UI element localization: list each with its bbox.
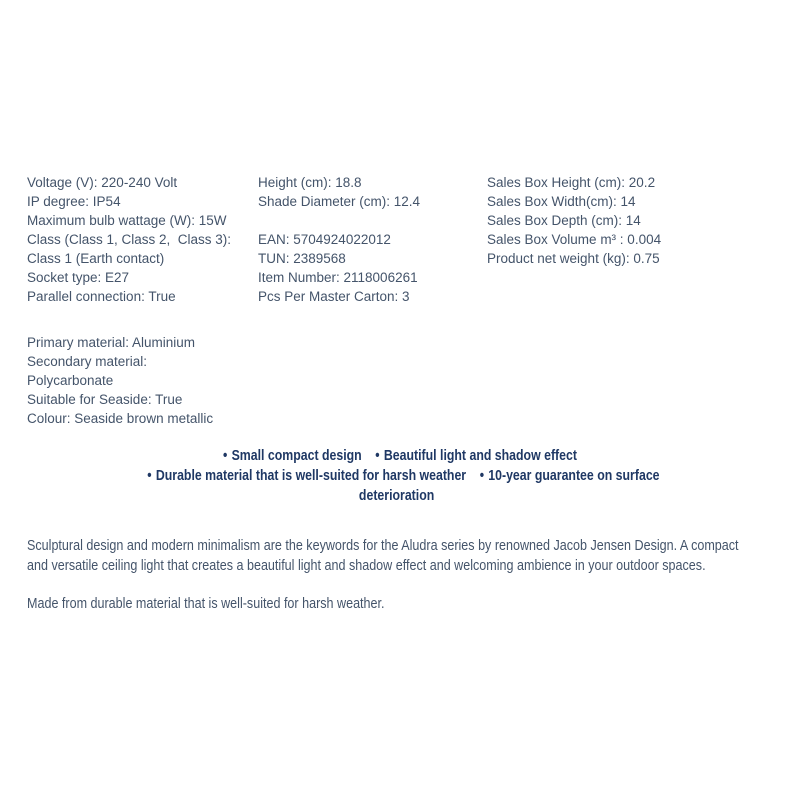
highlight-item <box>375 448 577 464</box>
bullet-icon: • <box>147 468 152 484</box>
spec-column-electrical-materials <box>27 173 231 428</box>
spec-line-max-wattage: Maximum bulb wattage (W): 15W <box>27 213 227 228</box>
highlight-text: Beautiful light and shadow effect <box>383 448 577 464</box>
description-paragraph-1: Sculptural design and modern minimalism are the keywords for the Aludra series by renowned Jacob Jensen Design. A compact and versatile ceiling light that creates a beautiful light and shadow effect and welcoming ambience in your outdoor spaces. <box>27 538 739 574</box>
bullet-icon: • <box>479 468 485 484</box>
highlight-text: Durable material that is well-suited for harsh weather <box>155 468 467 484</box>
highlight-line-1 <box>107 446 694 466</box>
bullet-icon: • <box>375 448 380 464</box>
spec-line-primary-material: Primary material: Aluminium <box>27 335 196 350</box>
description-paragraph-2: Made from durable material that is well-suited for harsh weather. <box>27 596 385 612</box>
bullet-icon: • <box>223 448 228 464</box>
highlight-item <box>147 468 466 484</box>
spec-line-socket-type: Socket type: E27 <box>27 270 130 285</box>
spec-line-suitable-seaside: Suitable for Seaside: True <box>27 392 183 407</box>
spec-block-sales-box <box>487 173 661 268</box>
spec-line-class-value: Class 1 (Earth contact) <box>27 251 165 266</box>
spec-line-secondary-material-label: Secondary material: <box>27 354 148 369</box>
spec-line-ean: EAN: 5704924022012 <box>258 232 391 247</box>
spec-line-sales-box-height: Sales Box Height (cm): 20.2 <box>487 175 656 190</box>
spec-line-shade-diameter: Shade Diameter (cm): 12.4 <box>258 194 421 209</box>
spec-line-colour: Colour: Seaside brown metallic <box>27 411 214 426</box>
highlight-text: Small compact design <box>231 448 362 464</box>
spec-line-secondary-material-value: Polycarbonate <box>27 373 114 388</box>
product-highlights <box>107 446 694 506</box>
spec-block-materials <box>27 333 231 428</box>
spec-line-product-net-weight: Product net weight (kg): 0.75 <box>487 251 660 266</box>
highlight-line-2 <box>107 466 694 506</box>
highlight-item <box>223 448 362 464</box>
spec-line-height: Height (cm): 18.8 <box>258 175 362 190</box>
spec-line-tun: TUN: 2389568 <box>258 251 346 266</box>
spec-line-item-number: Item Number: 2118006261 <box>258 270 418 285</box>
spec-column-dimensions-identifiers <box>258 173 420 306</box>
spec-line-pcs-per-master-carton: Pcs Per Master Carton: 3 <box>258 289 410 304</box>
spec-line-ip-degree: IP degree: IP54 <box>27 194 121 209</box>
spec-line-sales-box-width: Sales Box Width(cm): 14 <box>487 194 636 209</box>
spec-line-parallel-connection: Parallel connection: True <box>27 289 176 304</box>
highlight-text: 10-year guarantee on surface deterioration <box>358 468 660 504</box>
spec-block-dimensions <box>258 173 420 211</box>
product-description <box>27 536 745 614</box>
spec-column-sales-box <box>487 173 661 268</box>
spec-line-sales-box-volume: Sales Box Volume m³ : 0.004 <box>487 232 662 247</box>
spec-block-identifiers <box>258 230 420 306</box>
spec-block-electrical <box>27 173 231 306</box>
spec-line-sales-box-depth: Sales Box Depth (cm): 14 <box>487 213 641 228</box>
spec-line-class-label: Class (Class 1, Class 2, Class 3): <box>27 232 232 247</box>
spec-line-voltage: Voltage (V): 220-240 Volt <box>27 175 178 190</box>
